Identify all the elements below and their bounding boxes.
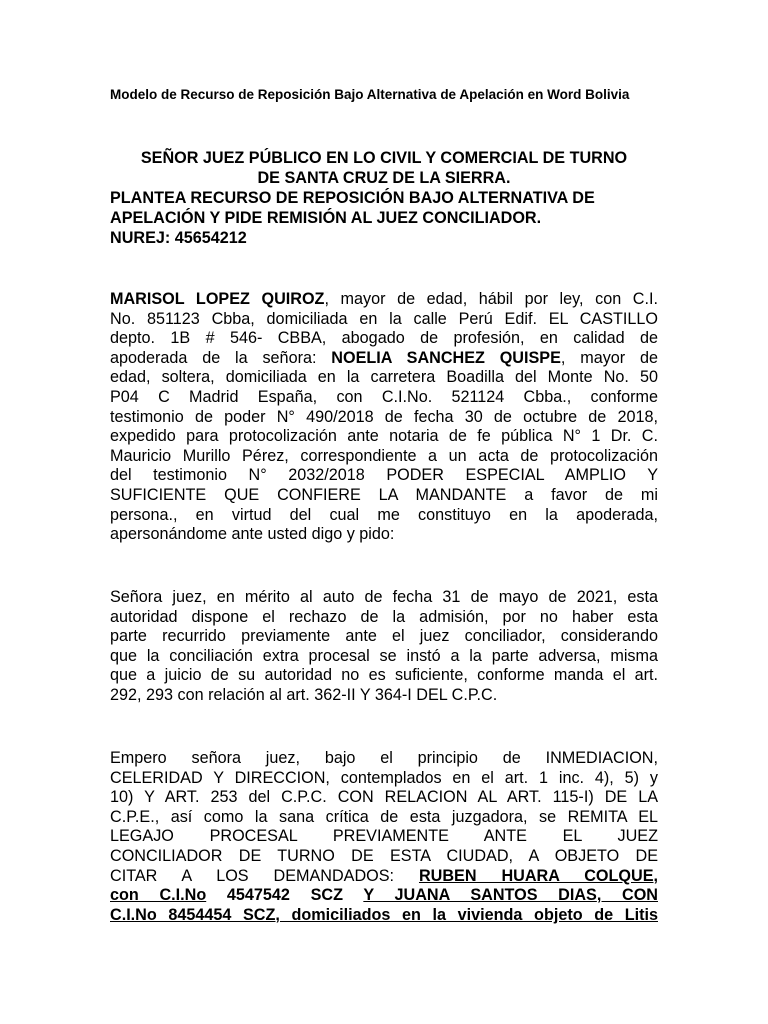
paragraph-line: del testimonio N° 2032/2018 PODER ESPECIAL AMPLIO Y [110,466,658,485]
heading-line-motion-cont: APELACIÓN Y PIDE REMISIÓN AL JUEZ CONCILIADOR. [110,209,542,227]
paragraph-request [110,749,658,925]
paragraph-line: apersonándome ante usted digo y pido: [110,525,395,544]
paragraph-line: 10) Y ART. 253 del C.P.C. CON RELACION AL ART. 115-I) DE LA [110,788,658,807]
paragraph-line: No. 851123 Cbba, domiciliada en la calle Perú Edif. EL CASTILLO [110,309,658,328]
paragraph-line: con C.I.No 4547542 SCZ Y JUANA SANTOS DIAS, CON [110,886,658,905]
defendant-name: RUBEN HUARA COLQUE, [418,866,658,885]
paragraph-line: que a juicio de su autoridad no es suficiente, conforme manda el art. [110,666,658,685]
paragraph-line: C.I.No 8454454 SCZ, domiciliados en la vivienda objeto de Litis [110,905,658,924]
paragraph-background [110,588,658,706]
paragraph-line: LEGAJO PROCESAL PREVIAMENTE ANTE EL JUEZ [110,827,658,846]
heading-line-motion: PLANTEA RECURSO DE REPOSICIÓN BAJO ALTERNATIVA DE [110,189,595,207]
paragraph-line: testimonio de poder N° 490/2018 de fecha 30 de octubre de 2018, [110,407,658,426]
paragraph-line: persona., en virtud del cual me constituyo en la apoderada, [110,505,658,524]
document-title: Modelo de Recurso de Reposición Bajo Alternativa de Apelación en Word Bolivia [110,87,630,102]
heading-line-nurej: NUREJ: 45654212 [110,229,247,247]
heading-line-addressee: SEÑOR JUEZ PÚBLICO EN LO CIVIL Y COMERCIAL DE TURNO [140,149,628,167]
paragraph-line: Empero señora juez, bajo el principio de INMEDIACION, [110,749,658,767]
paragraph-line: Mauricio Murillo Pérez, correspondiente a un acta de protocolización [110,446,658,465]
paragraph-line: SUFICIENTE QUE CONFIERE LA MANDANTE a favor de mi [110,485,658,504]
paragraph-line: Señora juez, en mérito al auto de fecha 31 de mayo de 2021, esta [110,588,658,606]
paragraph-line: CELERIDAD Y DIRECCION, contemplados en el art. 1 inc. 4), 5) y [110,768,658,787]
paragraph-line: 292, 293 con relación al art. 362-II Y 364-I DEL C.P.C. [110,685,498,704]
paragraph-line: apoderada de la señora: NOELIA SANCHEZ QUISPE, mayor de [110,348,658,367]
paragraph-line: parte recurrido previamente ante el juez conciliador, considerando [110,627,658,646]
attorney-name: MARISOL LOPEZ QUIROZ [110,290,325,308]
document-heading [110,148,658,248]
paragraph-line: MARISOL LOPEZ QUIROZ, mayor de edad, hábil por ley, con C.I. [110,290,658,308]
client-name: NOELIA SANCHEZ QUISPE [331,348,561,367]
paragraph-introduction [110,290,658,545]
paragraph-line: expedido para protocolización ante notaria de fe pública N° 1 Dr. C. [110,427,658,446]
paragraph-line: CITAR A LOS DEMANDADOS: RUBEN HUARA COLQUE, [110,866,658,885]
defendant-name: Y JUANA SANTOS DIAS [363,886,597,905]
paragraph-line: depto. 1B # 546- CBBA, abogado de profesión, en calidad de [110,329,658,348]
paragraph-line: autoridad dispone el rechazo de la admisión, por no haber esta [110,607,658,626]
paragraph-line: P04 C Madrid España, con C.I.No. 521124 Cbba., conforme [110,387,658,406]
paragraph-line: C.P.E., así como la sana crítica de esta juzgadora, se REMITA EL [110,807,658,826]
paragraph-line: CONCILIADOR DE TURNO DE ESTA CIUDAD, A OBJETO DE [110,846,658,865]
paragraph-line: que la conciliación extra procesal se instó a la parte adversa, misma [110,646,658,665]
heading-line-city: DE SANTA CRUZ DE LA SIERRA. [257,169,511,187]
paragraph-line: edad, soltera, domiciliada en la carretera Boadilla del Monte No. 50 [110,368,658,387]
